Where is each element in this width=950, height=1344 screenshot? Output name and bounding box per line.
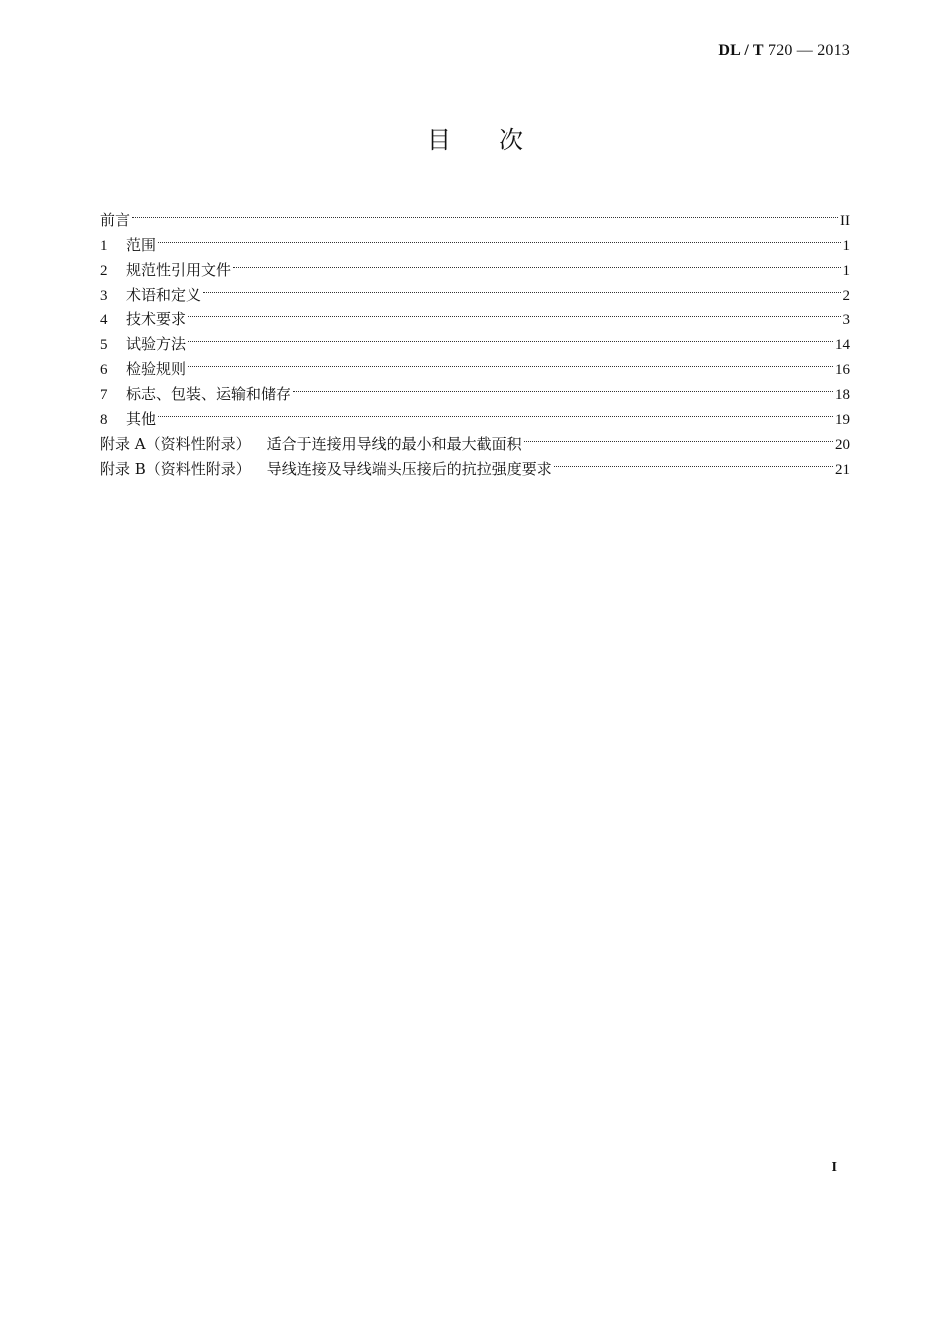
toc-entry-page: 19 [835,412,850,429]
toc-entry-annex-a[interactable] [100,424,850,453]
toc-entry-number: 7 [100,387,108,404]
toc-entry-foreword[interactable] [100,200,850,229]
page-title [0,120,950,155]
toc-entry-technical-requirements[interactable] [100,300,850,329]
toc-entry-terms-definitions[interactable] [100,275,850,304]
toc-entry-page: 16 [835,362,850,379]
toc-entry-label: 其他 [126,410,157,429]
toc-entry-label: 试验方法 [126,335,187,354]
toc-entry-number: 6 [100,362,108,379]
toc-leader-dots [188,349,833,374]
toc-entry-normative-references[interactable] [100,250,850,279]
toc-entry-number: 1 [100,237,108,254]
toc-entry-test-methods[interactable] [100,324,850,354]
toc-entry-label: 标志、包装、运输和储存 [126,385,292,404]
toc-entry-marking-packaging[interactable] [100,374,850,404]
toc-entry-page: 1 [842,262,850,279]
toc-entry-page: 20 [835,436,850,453]
toc-entry-label: 规范性引用文件 [126,260,232,279]
toc-entry-number: 2 [100,262,108,279]
toc-entry-number: 3 [100,287,108,304]
toc-entry-subtitle: 导线连接及导线端头压接后的抗拉强度要求 [266,459,552,478]
standard-code [718,42,850,60]
toc-entry-page: 14 [835,337,850,354]
toc-leader-dots [158,225,840,250]
title-char-1: 目 [427,126,451,154]
toc-entry-label: 附录 B（资料性附录） [100,459,251,478]
toc-entry-inspection-rules[interactable] [100,349,850,379]
toc-entry-others[interactable] [100,399,850,429]
table-of-contents [100,200,850,478]
toc-entry-label: 附录 A（资料性附录） [100,434,251,453]
toc-entry-number: 8 [100,412,108,429]
toc-leader-dots [188,324,833,349]
toc-leader-dots [132,200,838,225]
title-char-2: 次 [499,126,523,154]
toc-entry-page: 2 [842,287,850,304]
standard-number: 720 — 2013 [768,42,850,59]
standard-prefix: DL / T [718,42,764,59]
toc-entry-subtitle: 适合于连接用导线的最小和最大截面积 [266,434,522,453]
toc-entry-label: 技术要求 [126,310,187,329]
toc-entry-page: 21 [835,461,850,478]
toc-entry-scope[interactable] [100,225,850,254]
toc-entry-label: 术语和定义 [126,285,202,304]
toc-leader-dots [158,399,833,424]
toc-leader-dots [188,300,840,325]
toc-entry-page: 3 [842,312,850,329]
toc-entry-page: II [840,212,850,229]
toc-leader-dots [554,449,833,474]
toc-entry-page: 18 [835,387,850,404]
toc-entry-page: 1 [842,237,850,254]
toc-leader-dots [203,275,840,300]
toc-leader-dots [524,424,833,449]
toc-entry-number: 5 [100,337,108,354]
toc-entry-label: 前言 [100,210,131,229]
toc-entry-number: 4 [100,312,108,329]
toc-entry-label: 范围 [126,235,157,254]
page-number: I [831,1160,837,1175]
toc-entry-label: 检验规则 [126,360,187,379]
toc-leader-dots [293,374,833,399]
toc-leader-dots [233,250,840,275]
